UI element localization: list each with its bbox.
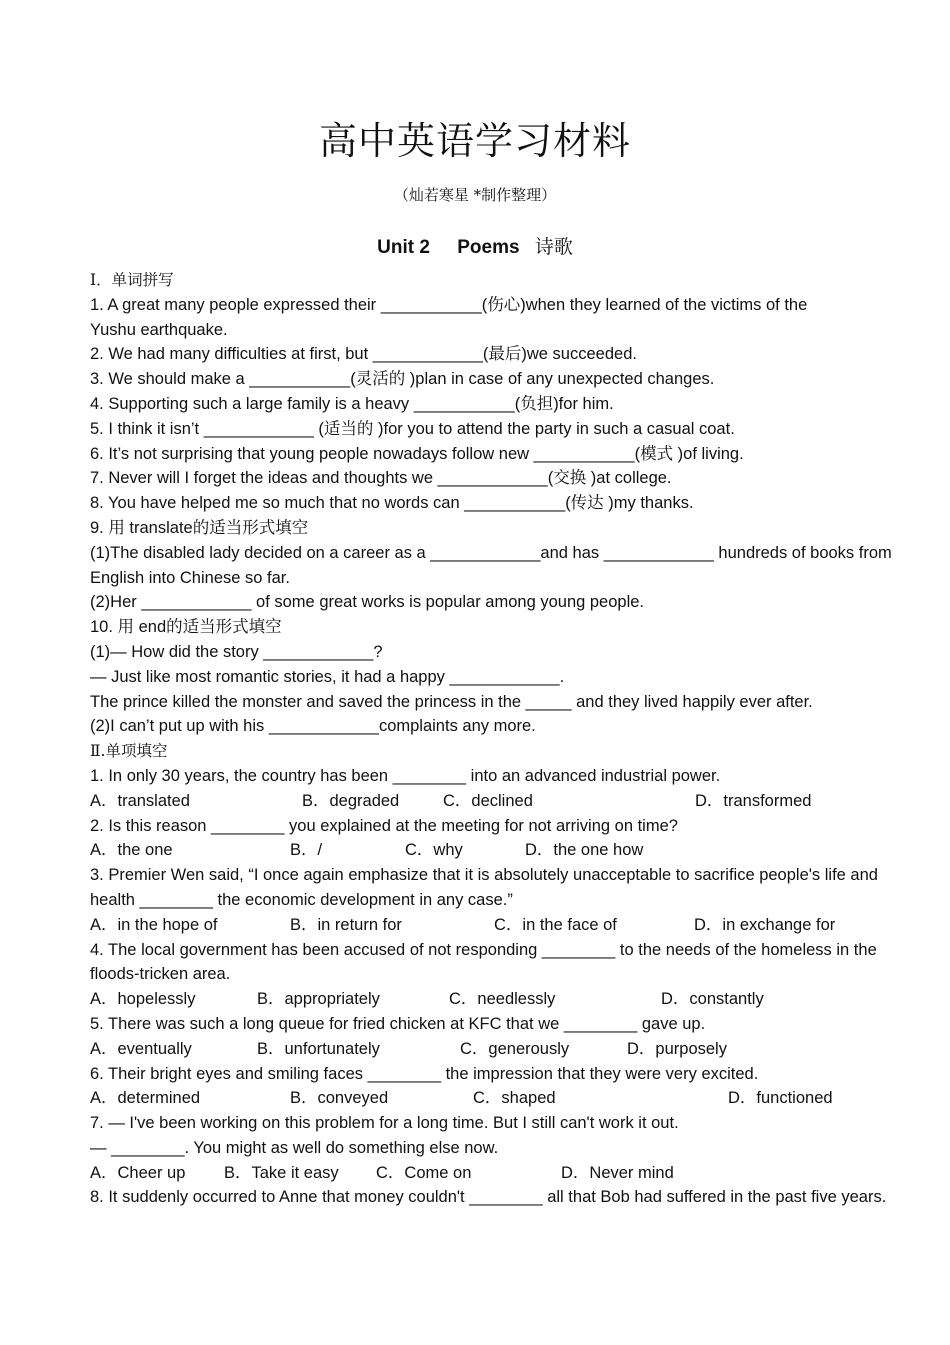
section1-line: 1. A great many people expressed their ___________(伤心)when they learned of the victims of the: [90, 295, 808, 314]
option-b: B．Take it easy: [224, 1163, 339, 1182]
option-c: C．in the face of: [494, 915, 617, 934]
question-1: [90, 764, 905, 814]
unit-chinese-name: 诗歌: [534, 236, 573, 258]
option-d: D．constantly: [661, 990, 764, 1009]
question-options: [90, 913, 905, 938]
option-c: C．Come on: [376, 1163, 472, 1182]
option-a: A．determined: [90, 1089, 201, 1108]
question-options: [90, 838, 905, 863]
option-a: A．eventually: [90, 1039, 192, 1058]
section1-line: 3. We should make a ___________(灵活的 )plan in case of any unexpected changes.: [90, 370, 715, 389]
section1-line: (2)Her ____________ of some great works is popular among young people.: [90, 593, 645, 612]
section1-line: (1)— How did the story ____________?: [90, 642, 383, 661]
section1-line: 6. It’s not surprising that young people nowadays follow new ___________(模式 )of living.: [90, 444, 744, 463]
section1-line: The prince killed the monster and saved the princess in the _____ and they lived happily ever after.: [90, 692, 813, 711]
worksheet-content: [90, 268, 905, 1210]
section1-heading: Ⅰ．单词拼写: [90, 271, 174, 289]
question-stem: 7. — I've been working on this problem for a long time. But I still can't work it out.: [90, 1114, 679, 1133]
option-d: D．transformed: [695, 791, 812, 810]
option-b: B．/: [290, 841, 323, 860]
option-d: D．the one how: [525, 841, 644, 860]
option-d: D．in exchange for: [694, 915, 836, 934]
unit-name: Poems: [457, 237, 520, 258]
question-3: [90, 863, 905, 937]
section1-line: — Just like most romantic stories, it had a happy ____________.: [90, 667, 565, 686]
question-stem: 6. Their bright eyes and smiling faces ________ the impression that they were very excited.: [90, 1064, 759, 1083]
section2-heading: Ⅱ.单项填空: [90, 742, 168, 761]
option-b: B．degraded: [302, 791, 400, 810]
question-4: [90, 938, 905, 1012]
section1-line: 7. Never will I forget the ideas and thoughts we ____________(交换 )at college.: [90, 469, 672, 488]
unit-heading: [0, 232, 950, 259]
unit-number: Unit 2: [377, 237, 430, 258]
question-6: [90, 1062, 905, 1112]
question-options: [90, 1037, 905, 1062]
option-b: B．unfortunately: [257, 1039, 380, 1058]
section1-line: 5. I think it isn’t ____________ (适当的 )for you to attend the party in such a casual coat.: [90, 419, 735, 438]
page-subtitle: （灿若寒星 *制作整理）: [393, 186, 557, 204]
question-options: [90, 987, 905, 1012]
option-a: A．translated: [90, 791, 190, 810]
question-stem-reply: — ________. You might as well do something else now.: [90, 1138, 499, 1157]
option-a: A．the one: [90, 841, 173, 860]
section1-line: 8. You have helped me so much that no words can ___________(传达 )my thanks.: [90, 494, 694, 513]
option-c: C．why: [405, 841, 463, 860]
option-d: D．purposely: [627, 1039, 727, 1058]
option-a: A．Cheer up: [90, 1163, 186, 1182]
question-7: [90, 1111, 905, 1185]
option-c: C．generously: [460, 1039, 570, 1058]
question-stem: 2. Is this reason ________ you explained at the meeting for not arriving on time?: [90, 816, 678, 835]
question-stem: 4. The local government has been accused of not responding ________ to the needs of the homeless in the floods-tricken area.: [90, 940, 877, 984]
option-a: A．in the hope of: [90, 915, 218, 934]
section1-line: (2)I can’t put up with his ____________complaints any more.: [90, 717, 536, 736]
section1-line: Yushu earthquake.: [90, 320, 228, 339]
question-options: [90, 1086, 905, 1111]
option-c: C．needlessly: [449, 990, 556, 1009]
option-c: C．shaped: [473, 1089, 556, 1108]
option-c: C．declined: [443, 791, 533, 810]
question-2: [90, 814, 905, 864]
question-options: [90, 1161, 905, 1186]
question-stem: 5. There was such a long queue for fried chicken at KFC that we ________ gave up.: [90, 1014, 706, 1033]
option-b: B．in return for: [290, 915, 402, 934]
option-d: D．functioned: [728, 1089, 833, 1108]
option-d: D．Never mind: [561, 1163, 674, 1182]
question-stem: 3. Premier Wen said, “I once again emphasize that it is absolutely unacceptable to sacrifice people's life and health ________ the economic development in any case.”: [90, 866, 878, 909]
question-options: [90, 789, 905, 814]
question-8: [90, 1185, 905, 1210]
section1-line: (1)The disabled lady decided on a career as a ____________and has ____________ hundreds of books from English into Chinese so far.: [90, 543, 892, 587]
section1-line: 2. We had many difficulties at first, but ____________(最后)we succeeded.: [90, 345, 637, 364]
section1-line: 10. 用 end的适当形式填空: [90, 618, 282, 637]
question-stem: 1. In only 30 years, the country has been ________ into an advanced industrial power.: [90, 766, 721, 785]
section1-line: 4. Supporting such a large family is a heavy ___________(负担)for him.: [90, 394, 614, 413]
question-5: [90, 1012, 905, 1062]
option-a: A．hopelessly: [90, 990, 196, 1009]
page-title: 高中英语学习材料: [318, 119, 631, 163]
section1-line: 9. 用 translate的适当形式填空: [90, 518, 309, 537]
option-b: B．conveyed: [290, 1089, 389, 1108]
option-b: B．appropriately: [257, 990, 380, 1009]
question-stem: 8. It suddenly occurred to Anne that money couldn't ________ all that Bob had suffered in the past five years.: [90, 1188, 887, 1207]
